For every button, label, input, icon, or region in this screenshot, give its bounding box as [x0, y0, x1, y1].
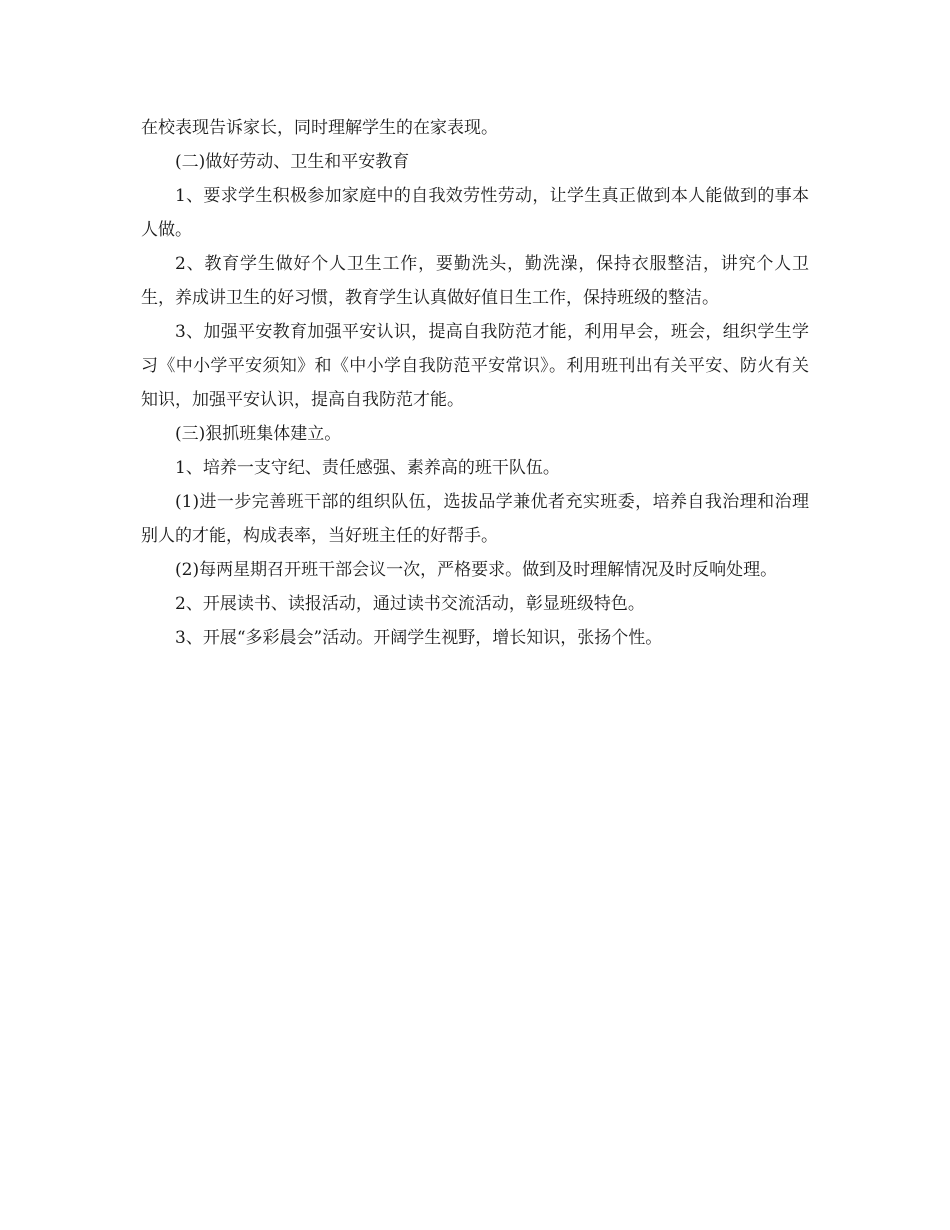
paragraph-safety: 3、加强平安教育加强平安认识，提高自我防范才能，利用早会，班会，组织学生学习《中小学平安须知》和《中小学自我防范平安常识》。利用班刊出有关平安、防火有关知识，加强平安认识，提高自我防范才能。: [141, 322, 809, 410]
document-body: [141, 111, 809, 655]
paragraph-morning-meeting: 3、开展“多彩晨会”活动。开阔学生视野，增长知识，张扬个性。: [175, 628, 663, 648]
section-heading-class-collective: (三)狠抓班集体建立。: [175, 424, 342, 444]
paragraph-class-cadre-team: 1、培养一支守纪、责任感强、素养高的班干队伍。: [175, 458, 560, 478]
paragraph-improve-cadre: (1)进一步完善班干部的组织队伍，选拔品学兼优者充实班委，培养自我治理和治理别人的才能，构成表率，当好班主任的好帮手。: [141, 492, 809, 546]
paragraph-hygiene: 2、教育学生做好个人卫生工作，要勤洗头，勤洗澡，保持衣服整洁，讲究个人卫生，养成讲卫生的好习惯，教育学生认真做好值日生工作，保持班级的整洁。: [141, 254, 809, 308]
paragraph-continuation: 在校表现告诉家长，同时理解学生的在家表现。: [141, 118, 498, 138]
section-heading-labor-hygiene-safety: (二)做好劳动、卫生和平安教育: [175, 152, 410, 172]
paragraph-reading-activity: 2、开展读书、读报活动，通过读书交流活动，彰显班级特色。: [175, 594, 645, 614]
paragraph-labor: 1、要求学生积极参加家庭中的自我效劳性劳动，让学生真正做到本人能做到的事本人做。: [141, 186, 809, 240]
paragraph-cadre-meeting: (2)每两星期召开班干部会议一次，严格要求。做到及时理解情况及时反响处理。: [175, 560, 778, 580]
